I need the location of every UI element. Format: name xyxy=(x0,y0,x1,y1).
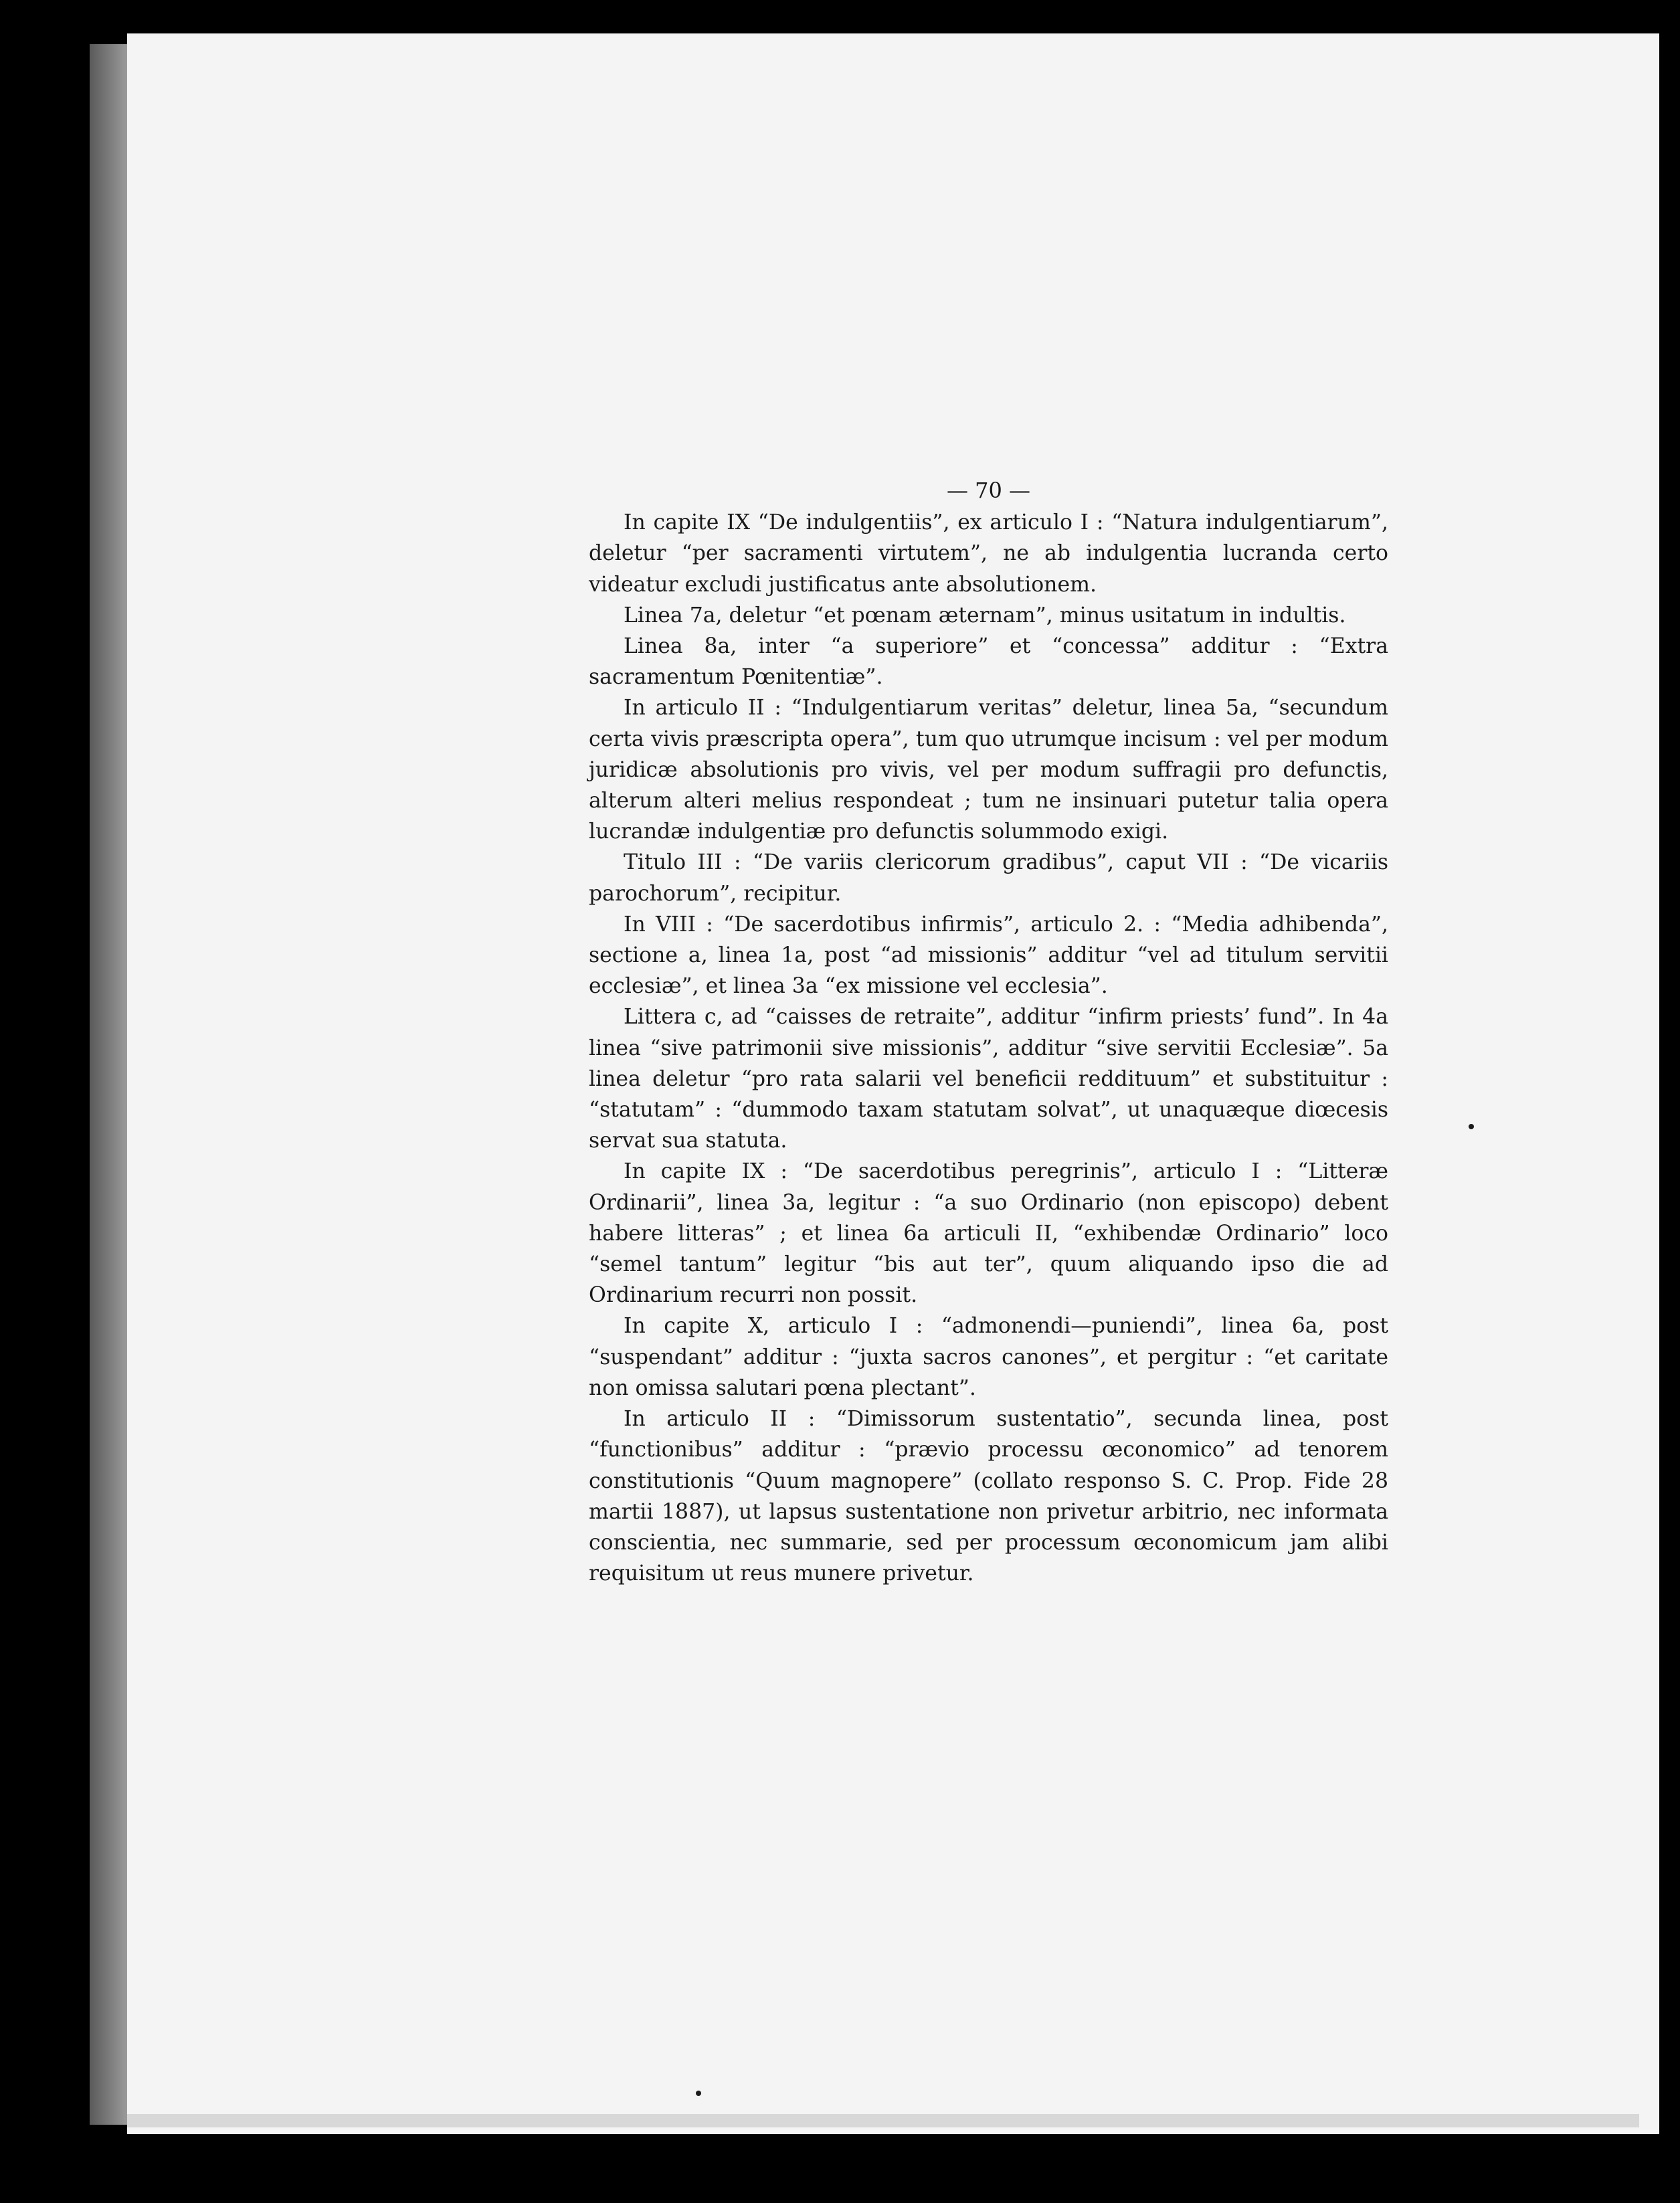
paragraph: In capite X, articulo I : “admonendi—puniendi”, linea 6a, post “suspendant” additur : “juxta sacros canones”, et pergitur : “et caritate non omissa salutari pœna plectant”. xyxy=(589,1314,1388,1400)
paragraph: In capite IX “De indulgentiis”, ex articulo I : “Natura indulgentiarum”, deletur “per sacramenti virtutem”, ne ab indulgentia lucranda certo videatur excludi justificatus ante absolutionem. xyxy=(589,510,1388,597)
paragraph: Linea 7a, deletur “et pœnam æternam”, minus usitatum in indultis. xyxy=(624,603,1346,628)
page-bottom-edge xyxy=(127,2114,1639,2127)
paragraph: Linea 8a, inter “a superiore” et “concessa” additur : “Extra sacramentum Pœnitentiæ”. xyxy=(589,634,1388,690)
page-binding-edge xyxy=(90,44,127,2125)
page-text-block xyxy=(589,475,1388,1589)
paragraph: In VIII : “De sacerdotibus infirmis”, articulo 2. : “Media adhibenda”, sectione a, linea 1a, post “ad missionis” additur “vel ad titulum servitii ecclesiæ”, et linea 3a “ex missione vel ecclesia”. xyxy=(589,912,1388,999)
paragraph: Titulo III : “De variis clericorum gradibus”, caput VII : “De vicariis parochorum”, recipitur. xyxy=(589,850,1388,906)
paragraph: In articulo II : “Dimissorum sustentatio”, secunda linea, post “functionibus” additur : “prævio processu œconomico” ad tenorem constitutionis “Quum magnopere” (collato responso S. C. Prop. Fide 28 martii 1887), ut lapsus sustentatione non privetur arbitrio, nec informata conscientia, nec summarie, sed per processum œconomicum jam alibi requisitum ut reus munere privetur. xyxy=(589,1407,1388,1586)
page-number: — 70 — xyxy=(946,478,1031,503)
scan-speck xyxy=(696,2091,701,2096)
scan-speck xyxy=(1469,1124,1474,1129)
paragraph: In capite IX : “De sacerdotibus peregrinis”, articulo I : “Litteræ Ordinarii”, linea 3a, legitur : “a suo Ordinario (non episcopo) debent habere litteras” ; et linea 6a articuli II, “exhibendæ Ordinario” loco “semel tantum” legitur “bis aut ter”, quum aliquando ipso die ad Ordinarium recurri non possit. xyxy=(589,1159,1388,1308)
paragraph: In articulo II : “Indulgentiarum veritas” deletur, linea 5a, “secundum certa vivis præscripta opera”, tum quo utrumque incisum : vel per modum juridicæ absolutionis pro vivis, vel per modum suffragii pro defunctis, alterum alteri melius respondeat ; tum ne insinuari putetur talia opera lucrandæ indulgentiæ pro defunctis solummodo exigi. xyxy=(589,696,1388,844)
paragraph: Littera c, ad “caisses de retraite”, additur “infirm priests’ fund”. In 4a linea “sive patrimonii sive missionis”, additur “sive servitii Ecclesiæ”. 5a linea deletur “pro rata salarii vel beneficii reddituum” et substituitur : “statutam” : “dummodo taxam statutam solvat”, ut unaquæque diœcesis servat sua statuta. xyxy=(589,1005,1388,1153)
